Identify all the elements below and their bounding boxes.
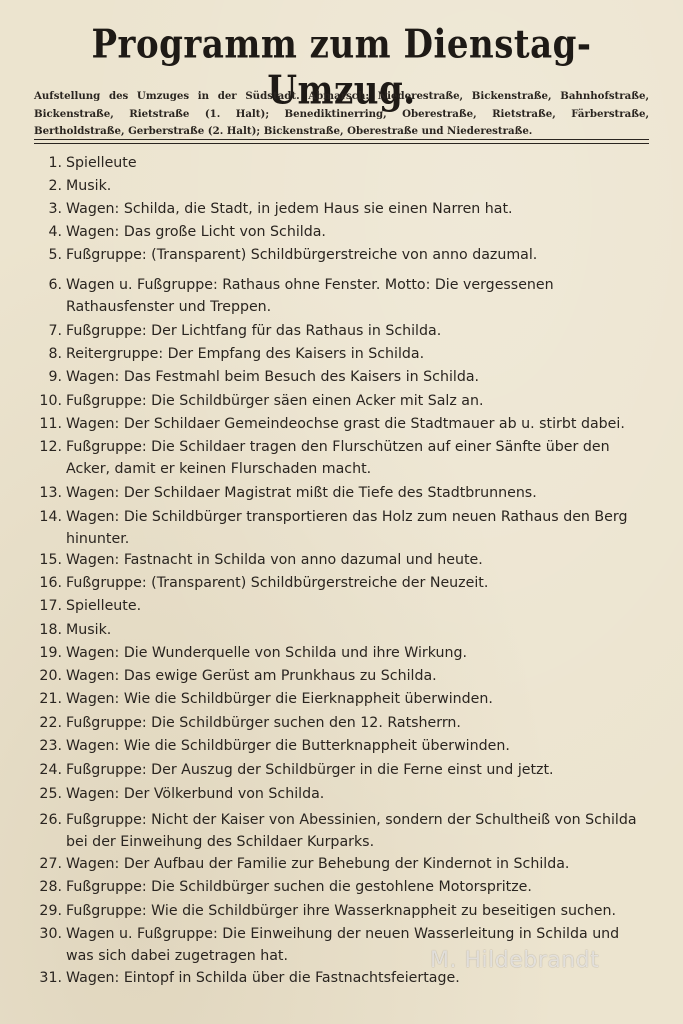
item-text: Fußgruppe: Die Schildbürger suchen die gestohlene Motorspritze. xyxy=(66,879,532,895)
item-text: Wagen: Das Festmahl beim Besuch des Kaisers in Schilda. xyxy=(66,369,480,385)
item-number: 23. xyxy=(39,738,62,754)
item-number: 4. xyxy=(48,224,62,240)
item-number: 14. xyxy=(39,509,62,525)
item-text: Wagen: Der Schildaer Magistrat mißt die Tiefe des Stadtbrunnens. xyxy=(66,485,537,501)
divider-rule xyxy=(34,139,649,140)
item-number: 13. xyxy=(39,485,62,501)
item-text: Wagen: Schilda, die Stadt, in jedem Haus sie einen Narren hat. xyxy=(66,201,513,217)
item-text: Wagen: Die Wunderquelle von Schilda und ihre Wirkung. xyxy=(66,645,468,661)
item-number: 8. xyxy=(48,346,62,362)
item-number: 26. xyxy=(39,812,62,828)
item-text: Wagen: Wie die Schildbürger die Butterknappheit überwinden. xyxy=(66,738,510,754)
item-text: Wagen: Das ewige Gerüst am Prunkhaus zu Schilda. xyxy=(66,668,437,684)
item-text: Wagen: Der Aufbau der Familie zur Behebung der Kindernot in Schilda. xyxy=(66,856,570,872)
item-text: Wagen: Das große Licht von Schilda. xyxy=(66,224,326,240)
item-text: Wagen u. Fußgruppe: Rathaus ohne Fenster. Motto: Die vergessenen Rathausfenster und Treppen. xyxy=(66,277,554,315)
item-number: 21. xyxy=(39,691,62,707)
item-text: Wagen: Die Schildbürger transportieren das Holz zum neuen Rathaus den Berg hinunter. xyxy=(66,509,628,547)
item-number: 17. xyxy=(39,598,62,614)
item-number: 22. xyxy=(39,715,62,731)
item-number: 16. xyxy=(39,575,62,591)
photographer-watermark: M. Hildebrandt xyxy=(430,948,600,973)
item-number: 10. xyxy=(39,393,62,409)
item-number: 25. xyxy=(39,786,62,802)
item-number: 20. xyxy=(39,668,62,684)
item-number: 1. xyxy=(48,155,62,171)
item-text: Spielleute. xyxy=(66,598,142,614)
item-number: 7. xyxy=(48,323,62,339)
item-number: 31. xyxy=(39,970,62,986)
item-text: Spielleute xyxy=(66,155,137,171)
item-number: 5. xyxy=(48,247,62,263)
item-text: Fußgruppe: Der Auszug der Schildbürger in die Ferne einst und jetzt. xyxy=(66,762,554,778)
item-number: 9. xyxy=(48,369,62,385)
item-text: Fußgruppe: (Transparent) Schildbürgerstreiche von anno dazumal. xyxy=(66,247,538,263)
item-number: 24. xyxy=(39,762,62,778)
item-number: 18. xyxy=(39,622,62,638)
item-number: 29. xyxy=(39,903,62,919)
document-title: Programm zum Dienstag-Umzug. xyxy=(91,22,592,114)
item-number: 3. xyxy=(48,201,62,217)
item-text: Wagen: Der Schildaer Gemeindeochse grast die Stadtmauer ab u. stirbt dabei. xyxy=(66,416,625,432)
item-text: Musik. xyxy=(66,178,112,194)
item-text: Fußgruppe: Der Lichtfang für das Rathaus in Schilda. xyxy=(66,323,442,339)
item-text: Wagen u. Fußgruppe: Die Einweihung der neuen Wasserleitung in Schilda und was sich dabei zugetragen hat. xyxy=(66,926,620,964)
item-text: Fußgruppe: (Transparent) Schildbürgerstreiche der Neuzeit. xyxy=(66,575,489,591)
item-text: Wagen: Eintopf in Schilda über die Fastnachtsfeiertage. xyxy=(66,970,460,986)
item-number: 19. xyxy=(39,645,62,661)
route-description: Aufstellung des Umzuges in der Südstadt. Abmarsch: Niederestraße, Bickenstraße, Bahnhofstraße, Bickenstraße, Rietstraße (1. Halt); Benediktinerring, Oberestraße, Rietstraße, Färberstraße, Bertholdstraße, Gerberstraße (2. Halt); Bickenstraße, Oberestraße und Niederestraße. xyxy=(34,90,649,137)
item-text: Musik. xyxy=(66,622,112,638)
item-text: Fußgruppe: Die Schildbürger suchen den 12. Ratsherrn. xyxy=(66,715,461,731)
item-number: 28. xyxy=(39,879,62,895)
item-number: 12. xyxy=(39,439,62,455)
divider-rule xyxy=(34,143,649,144)
item-number: 2. xyxy=(48,178,62,194)
item-number: 11. xyxy=(39,416,62,432)
item-text: Reitergruppe: Der Empfang des Kaisers in Schilda. xyxy=(66,346,425,362)
item-text: Fußgruppe: Wie die Schildbürger ihre Wasserknappheit zu beseitigen suchen. xyxy=(66,903,616,919)
item-number: 15. xyxy=(39,552,62,568)
item-text: Fußgruppe: Die Schildaer tragen den Flurschützen auf einer Sänfte über den Acker, damit er keinen Flurschaden macht. xyxy=(66,439,610,477)
item-text: Wagen: Der Völkerbund von Schilda. xyxy=(66,786,325,802)
item-number: 27. xyxy=(39,856,62,872)
item-number: 30. xyxy=(39,926,62,942)
item-text: Fußgruppe: Die Schildbürger säen einen Acker mit Salz an. xyxy=(66,393,484,409)
item-text: Fußgruppe: Nicht der Kaiser von Abessinien, sondern der Schultheiß von Schilda bei der Einweihung des Schildaer Kurparks. xyxy=(66,812,637,850)
item-text: Wagen: Fastnacht in Schilda von anno dazumal und heute. xyxy=(66,552,483,568)
item-text: Wagen: Wie die Schildbürger die Eierknappheit überwinden. xyxy=(66,691,493,707)
item-number: 6. xyxy=(48,277,62,293)
